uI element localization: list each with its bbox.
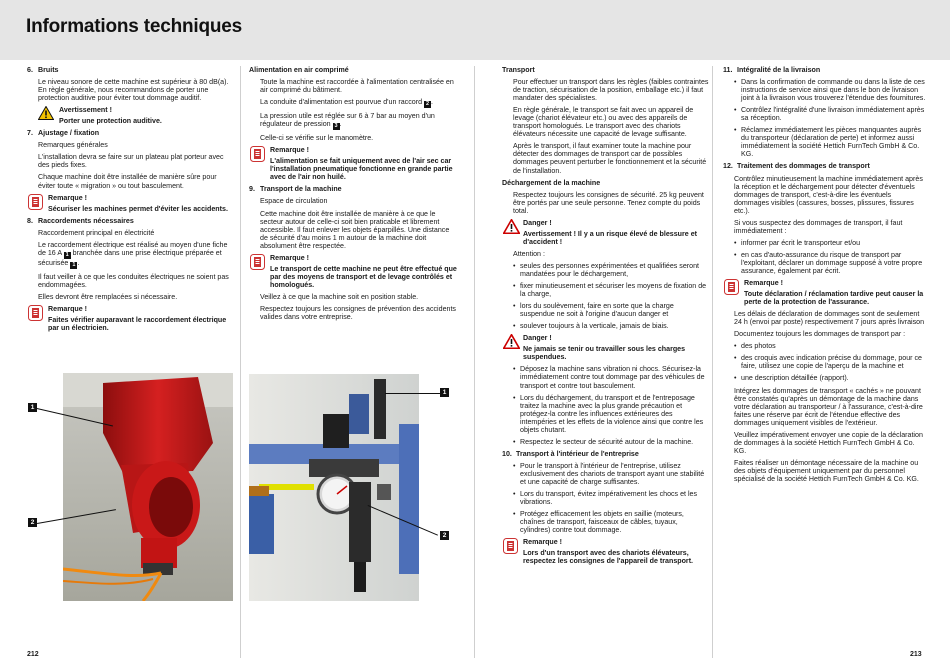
subsection-heading: Déchargement de la machine (502, 178, 601, 187)
list-item: • Lors du déchargement, du transport et de l'entreposage traitez la machine avec la plus grande précaution et protégez-la contre les influences extérieures des intempéries et les effets de la violence ainsi que contre les objets chutant. (513, 394, 709, 434)
column-3 (502, 66, 709, 569)
warning-note: Avertissement ! Porter une protection auditive. (27, 106, 230, 125)
section-heading: 8. Raccordements nécessaires (27, 216, 134, 225)
remark-note: Remarque ! Le transport de cette machine ne peut être effectué que par des moyens de transport et de levage contrôlés et homologués. (249, 254, 459, 289)
page-number-left: 212 (27, 651, 39, 658)
list-item: • Dans la confirmation de commande ou dans la liste de ces instructions de service ainsi que dans le bon de livraison joint à la livraison vous trouverez l'étendue des fournitures. (734, 78, 928, 102)
paragraph: Intégrez les dommages de transport « cachés » ne pouvant être constatés qu'après un démontage de la machine dans votre déclaration au transporteur / à l'assurance, c'est-à-dire faites une réserve par écrit de l'étendue effective des dommages uniquement visibles de l'extérieur. (734, 386, 923, 427)
paragraph: Respectez toujours les consignes de prévention des accidents valides dans votre entreprise. (260, 304, 456, 322)
column-divider (474, 66, 475, 658)
paragraph: Contrôlez minutieusement la machine immédiatement après la réception et le déchargement pour détecter d'éventuels dommages de transport, c'est-à-dire les éventuels dommages visibles (cassures, bosses, plissures, fissures etc.). (734, 174, 923, 215)
paragraph: Le raccordement électrique est réalisé au moyen d'une fiche de 16 A 1 branchée dans une prise électrique préparée et sécurisée 1 . (38, 240, 228, 268)
column-divider (712, 66, 713, 658)
bullet-list (723, 342, 928, 382)
subsection-heading: Transport (502, 66, 535, 74)
paragraph: Documentez toujours les dommages de transport par : (734, 330, 906, 339)
column-1 (27, 66, 230, 336)
warning-triangle-icon (38, 106, 54, 122)
paragraph: L'installation devra se faire sur un plateau plat porteur avec des pieds fixes. (38, 153, 224, 170)
photo-power-plug (63, 373, 233, 601)
list-item: • Déposez la machine sans vibration ni chocs. Sécurisez-la immédiatement contre tout dommage par des véhicules de transport et contre tout basculement. (513, 365, 709, 389)
remark-note: Remarque ! Lors d'un transport avec des chariots élévateurs, respectez les consignes de l'appareil de transport. (502, 538, 709, 565)
paragraph: Toute la machine est raccordée à l'alimentation centralisée en air comprimé du bâtiment. (260, 78, 454, 95)
bullet-list (502, 262, 709, 330)
page-title: Informations techniques (26, 16, 243, 37)
column-2 (249, 66, 459, 325)
section-heading: 11. Intégralité de la livraison (723, 66, 821, 74)
column-divider (240, 66, 241, 658)
list-item: • Lors du transport, évitez impérativement les chocs et les vibrations. (513, 490, 709, 506)
remark-note: Remarque ! Faites vérifier auparavant le raccordement électrique par un électricien. (27, 305, 230, 332)
list-item: • Pour le transport à l'intérieur de l'entreprise, utilisez exclusivement des chariots de transport ayant une stabilité et une capacité de charge suffisantes. (513, 462, 709, 486)
page-header (0, 0, 950, 60)
paragraph: La pression utile est réglée sur 6 à 7 bar au moyen d'un régulateur de pression 3 . (260, 112, 435, 130)
list-item: • informer par écrit le transporteur et/ou (734, 239, 928, 247)
list-item: • Réclamez immédiatement les pièces manquantes auprès du transporteur (déclaration de perte) et informez aussi immédiatement la société Hettich FurnTech GmbH & Co. KG. (734, 126, 928, 158)
list-item: • soulever toujours à la verticale, jamais de biais. (513, 322, 709, 330)
paragraph: Les délais de déclaration de dommages sont de seulement 24 h (envoi par poste) respectivement 7 jours après livraison (734, 310, 925, 327)
bullet-list (723, 239, 928, 275)
info-manual-icon (724, 279, 739, 297)
remark-note: Remarque ! L'alimentation se fait uniquement avec de l'air sec car l'installation pneumatique fonctionne en grande partie avec de l'air non huilé. (249, 146, 459, 181)
bullet-list (723, 78, 928, 158)
figure-callout-1: 1 (440, 388, 449, 397)
bullet-list (502, 365, 709, 445)
list-item: • lors du soulèvement, faire en sorte que la charge suspendue ne soit à l'origine d'aucun danger et (513, 302, 709, 318)
page-number-right: 213 (910, 651, 922, 658)
figure-ref-badge: 1 (65, 251, 69, 258)
section-heading: 10. Transport à l'intérieur de l'entreprise (502, 449, 639, 458)
callout-leader-line (385, 393, 440, 394)
paragraph: Faites réaliser un démontage nécessaire de la machine ou des objets d'équipement uniquement par du personnel spécialisé de la société Hettich FurnTech GmbH & Co. KG. (734, 458, 919, 483)
list-item: • Respectez le secteur de sécurité autour de la machine. (513, 438, 709, 446)
paragraph: La conduite d'alimentation est pourvue d'un raccord 2 . (260, 98, 433, 108)
paragraph: Il faut veiller à ce que les conduites électriques ne soient pas endommagées. (38, 272, 229, 289)
list-item: • en cas d'auto-assurance du risque de transport par l'exploitant, déclarer un dommage supposé à votre propre assurance, également par écrit. (734, 251, 928, 275)
list-item: • Contrôlez l'intégralité d'une livraison immédiatement après sa réception. (734, 106, 928, 122)
column-4 (723, 66, 928, 487)
list-item: • une description détaillée (rapport). (734, 374, 928, 382)
section-heading: 7. Ajustage / fixation (27, 129, 100, 138)
section-heading: 9. Transport de la machine (249, 185, 342, 194)
figure-ref-badge: 3 (334, 123, 338, 130)
list-item: • fixer minutieusement et sécuriser les moyens de fixation de la charge, (513, 282, 709, 298)
paragraph: Espace de circulation (260, 197, 328, 206)
paragraph: Veillez à ce que la machine soit en position stable. (260, 292, 419, 301)
paragraph: En règle générale, le transport se fait avec un appareil de levage (chariot élévateur etc.) ou avec des appareils de transport homologués. Le transport avec des chariots élévateurs nécessite une capacité de levage suffisante. (513, 106, 694, 139)
info-manual-icon (250, 146, 265, 164)
paragraph: Le niveau sonore de cette machine est supérieur à 80 dB(a). En règle générale, nous recommandons de porter une protection auditive pour éviter tout dommage auditif. (38, 78, 229, 103)
section-heading: 12. Traitement des dommages de transport (723, 162, 870, 171)
paragraph: Cette machine doit être installée de manière à ce que le secteur autour de celle-ci soit bien praticable et librement accessible. Il faut enlever les objets éparpillés. Une distance de sécurité d'au moins 1 m autour de la machine doit absolument être respectée. (260, 209, 450, 250)
paragraph: Pour effectuer un transport dans les règles (faibles contraintes de traction, sécurisation de la position, emballage etc.) il faut mandater des spécialistes. (513, 78, 709, 103)
danger-triangle-icon (503, 219, 520, 236)
list-item: • Protégez efficacement les objets en saillie (moteurs, chaînes de transport, faisceaux de câbles, tuyaux, cylindres) contre tout dommage. (513, 510, 709, 534)
section-heading: 6. Bruits (27, 66, 59, 74)
paragraph: Raccordement principal en électricité (38, 228, 155, 237)
paragraph: Respectez toujours les consignes de sécurité. 25 kg peuvent être portés par une seule personne. Tenez compte du poids total. (513, 190, 704, 215)
danger-triangle-icon (503, 334, 520, 351)
danger-note: Danger ! Avertissement ! Il y a un risque élevé de blessure et d'accident ! (502, 219, 709, 246)
info-manual-icon (250, 254, 265, 272)
list-item: • seules des personnes expérimentées et qualifiées seront mandatées pour le déchargement, (513, 262, 709, 278)
paragraph: Chaque machine doit être installée de manière sûre pour éviter toute « migration » ou tout basculement. (38, 173, 217, 190)
paragraph: Elles devront être remplacées si nécessaire. (38, 292, 178, 301)
list-item: • des photos (734, 342, 928, 350)
remark-note: Remarque ! Toute déclaration / réclamation tardive peut causer la perte de la protection de l'assurance. (723, 279, 928, 306)
info-manual-icon (28, 305, 43, 323)
figure-callout-2: 2 (28, 518, 37, 527)
paragraph: Celle-ci se vérifie sur le manomètre. (260, 134, 374, 143)
paragraph: Veuillez impérativement envoyer une copie de la déclaration de dommages à la société Hettich FurnTech GmbH & Co. KG. (734, 430, 923, 455)
paragraph: Si vous suspectez des dommages de transport, il faut immédiatement : (734, 218, 903, 235)
paragraph: Après le transport, il faut examiner toute la machine pour détecter des dommages de transport car de possibles dommages peuvent perturber le fonctionnement et la sécurité de l'installation. (513, 142, 707, 175)
list-item: • des croquis avec indication précise du dommage, pour ce faire, utilisez une copie de l'aperçu de la machine et (734, 354, 928, 370)
bullet-list (502, 462, 709, 534)
info-manual-icon (503, 538, 518, 556)
paragraph: Attention : (513, 249, 545, 258)
figure-callout-2: 2 (440, 531, 449, 540)
figure-ref-badge: 1 (72, 261, 76, 268)
subsection-heading: Alimentation en air comprimé (249, 66, 349, 74)
photo-pressure-regulator (249, 374, 419, 601)
remark-note: Remarque ! Sécuriser les machines permet d'éviter les accidents. (27, 194, 230, 213)
info-manual-icon (28, 194, 43, 212)
figure-ref-badge: 2 (425, 101, 430, 108)
figure-callout-1: 1 (28, 403, 37, 412)
paragraph: Remarques générales (38, 141, 108, 150)
danger-note: Danger ! Ne jamais se tenir ou travailler sous les charges suspendues. (502, 334, 709, 361)
